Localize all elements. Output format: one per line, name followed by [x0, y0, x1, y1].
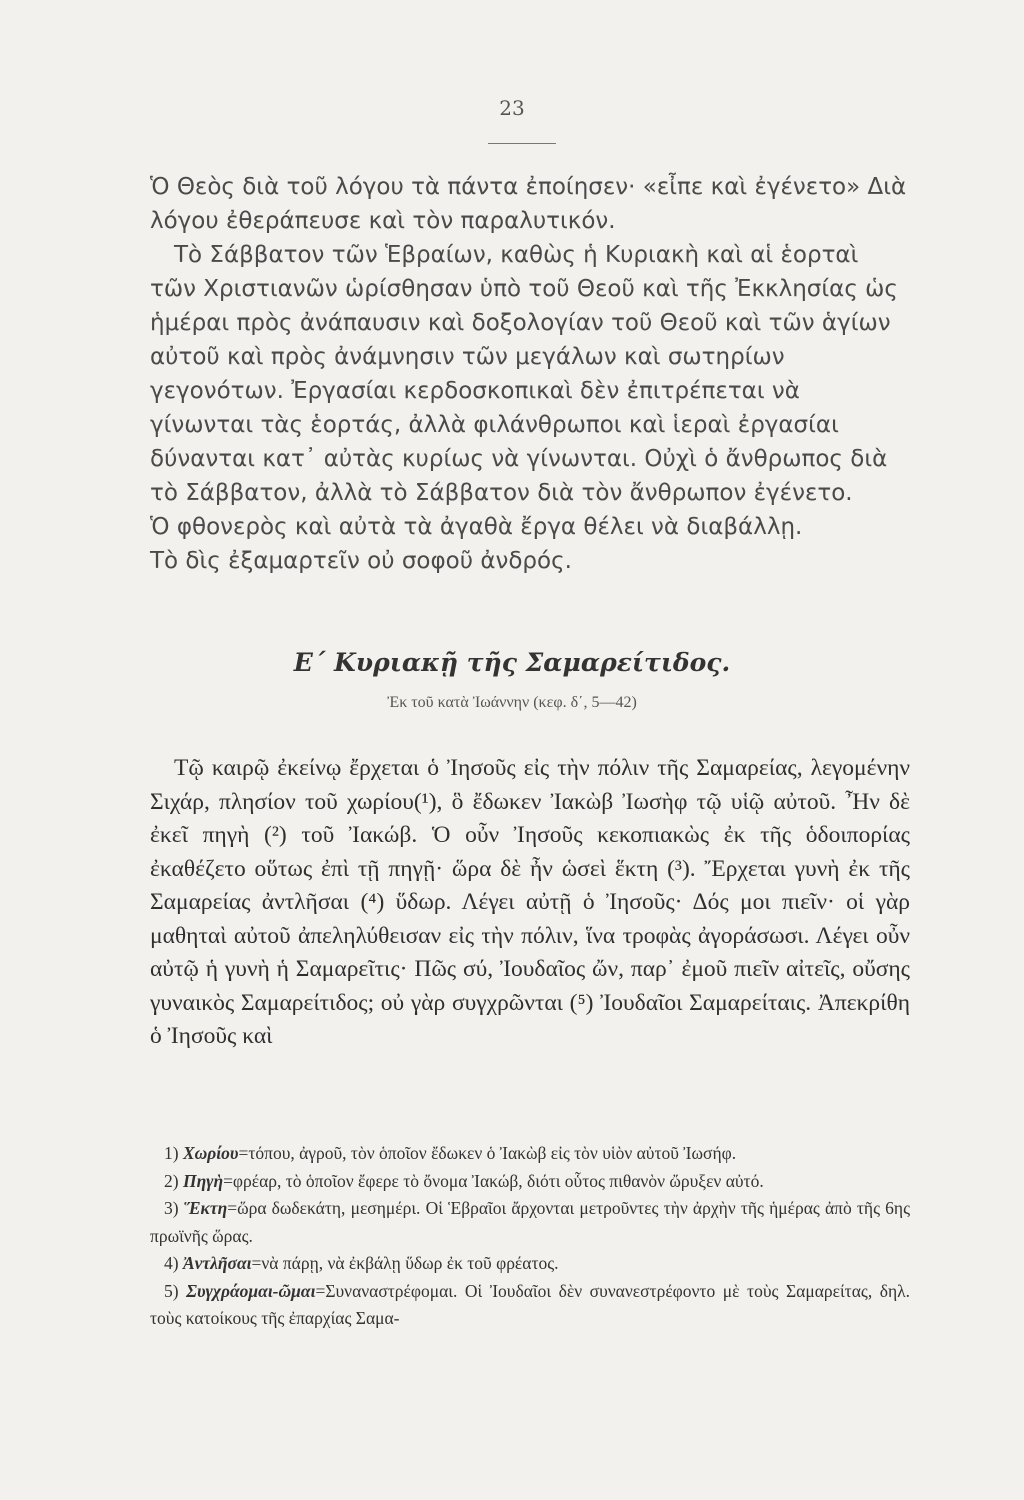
footnote — [150, 1278, 910, 1333]
footnote-definition: =νὰ πάρῃ, νὰ ἐκβάλῃ ὕδωρ ἐκ τοῦ φρέατος. — [251, 1253, 559, 1273]
page-number: 23 — [499, 96, 525, 120]
footnote-term: Πηγὴ — [182, 1170, 224, 1191]
page-number-rule — [488, 143, 556, 144]
intro-paragraph: Ὁ Θεὸς διὰ τοῦ λόγου τὰ πάντα ἐποίησεν· «εἶπε καὶ ἐγένετο» Διὰ λόγου ἐθεράπευσε καὶ τὸν παραλυτικόν. — [150, 174, 907, 234]
footnote-number: 3) — [164, 1198, 179, 1218]
footnote — [150, 1140, 910, 1168]
footnote-term: Χωρίου — [182, 1143, 239, 1163]
footnote-definition: =Συναναστρέφομαι. Οἱ Ἰουδαῖοι δὲν συνανεστρέφοντο μὲ τοὺς Σαμαρείτας, δηλ. τοὺς κατοίκους τῆς ἐπαρχίας Σαμα- — [150, 1280, 911, 1328]
footnote-definition: =τόπου, ἀγροῦ, τὸν ὁποῖον ἔδωκεν ὁ Ἰακὼβ εἰς τὸν υἱὸν αὐτοῦ Ἰωσήφ. — [238, 1143, 737, 1163]
footnote-term: Ἕκτη — [183, 1198, 228, 1218]
footnote — [150, 1195, 910, 1250]
footnote-definition: =ὥρα δωδεκάτη, μεσημέρι. Οἱ Ἑβραῖοι ἄρχονται μετροῦντες τὴν ἀρχὴν τῆς ἡμέρας ἀπὸ τῆς 6ης πρωϊνῆς ὥρας. — [150, 1198, 910, 1246]
footnote-definition: =φρέαρ, τὸ ὁποῖον ἔφερε τὸ ὄνομα Ἰακώβ, διότι οὗτος πιθανὸν ὤρυξεν αὐτό. — [223, 1170, 764, 1191]
section-source: Ἐκ τοῦ κατὰ Ἰωάννην (κεφ. δ΄, 5—42) — [387, 694, 637, 711]
intro-text — [150, 170, 910, 578]
gospel-text — [150, 752, 910, 1054]
intro-paragraph: Τὸ δὶς ἐξαμαρτεῖν οὐ σοφοῦ ἀνδρός. — [150, 548, 572, 574]
intro-paragraph: Τὸ Σάββατον τῶν Ἑβραίων, καθὼς ἡ Κυριακὴ καὶ αἱ ἑορταὶ τῶν Χριστιανῶν ὡρίσθησαν ὑπὸ τοῦ Θεοῦ καὶ τῆς Ἐκκλησίας ὡς ἡμέραι πρὸς ἀνάπαυσιν καὶ δοξολογίαν τοῦ Θεοῦ καὶ τῶν ἁγίων αὐτοῦ καὶ πρὸς ἀνάμνησιν τῶν μεγάλων καὶ σωτηρίων γεγονότων. Ἐργασίαι κερδοσκοπικαὶ δὲν ἐπιτρέπεται νὰ γίνωνται τὰς ἑορτάς, ἀλλὰ φιλάνθρωποι καὶ ἱεραὶ ἐργασίαι δύνανται κατ᾽ αὐτὰς κυρίως νὰ γίνωνται. Οὐχὶ ὁ ἄνθρωπος διὰ τὸ Σάββατον, ἀλλὰ τὸ Σάββατον διὰ τὸν ἄνθρωπον ἐγένετο. — [150, 242, 898, 506]
footnote-number: 2) — [164, 1170, 179, 1191]
footnote-number: 4) — [164, 1253, 179, 1273]
footnote-number: 1) — [164, 1143, 179, 1163]
footnote-term: Συγχράομαι-ῶμαι — [186, 1280, 316, 1301]
footnote-term: Ἀντλῆσαι — [182, 1253, 252, 1273]
footnotes — [150, 1140, 910, 1333]
footnote — [150, 1250, 910, 1278]
intro-paragraph: Ὁ φθονερὸς καὶ αὐτὰ τὰ ἀγαθὰ ἔργα θέλει νὰ διαβάλλῃ. — [150, 514, 803, 540]
footnote — [150, 1168, 910, 1196]
section-heading: Ε΄ Κυριακῇ τῆς Σαμαρείτιδος. — [293, 648, 731, 677]
gospel-paragraph: Τῷ καιρῷ ἐκείνῳ ἔρχεται ὁ Ἰησοῦς εἰς τὴν πόλιν τῆς Σαμαρείας, λεγομένην Σιχάρ, πλησίον τοῦ χωρίου(¹), ὃ ἔδωκεν Ἰακὼβ Ἰωσὴφ τῷ υἱῷ αὐτοῦ. Ἦν δὲ ἐκεῖ πηγὴ (²) τοῦ Ἰακώβ. Ὁ οὖν Ἰησοῦς κεκοπιακὼς ἐκ τῆς ὁδοιπορίας ἐκαθέζετο οὕτως ἐπὶ τῇ πηγῇ· ὥρα δὲ ἦν ὡσεὶ ἕκτη (³). Ἔρχεται γυνὴ ἐκ τῆς Σαμαρείας ἀντλῆσαι (⁴) ὕδωρ. Λέγει αὐτῇ ὁ Ἰησοῦς· Δός μοι πιεῖν· οἱ γὰρ μαθηταὶ αὐτοῦ ἀπεληλύθεισαν εἰς τὴν πόλιν, ἵνα τροφὰς ἀγοράσωσι. Λέγει οὖν αὐτῷ ἡ γυνὴ ἡ Σαμαρεῖτις· Πῶς σύ, Ἰουδαῖος ὤν, παρ᾽ ἐμοῦ πιεῖν αἰτεῖς, οὔσης γυναικὸς Σαμαρείτιδος; οὐ γὰρ συγχρῶνται (⁵) Ἰουδαῖοι Σαμαρείταις. Ἀπεκρίθη ὁ Ἰησοῦς καὶ — [150, 755, 910, 1049]
footnote-number: 5) — [164, 1280, 179, 1301]
